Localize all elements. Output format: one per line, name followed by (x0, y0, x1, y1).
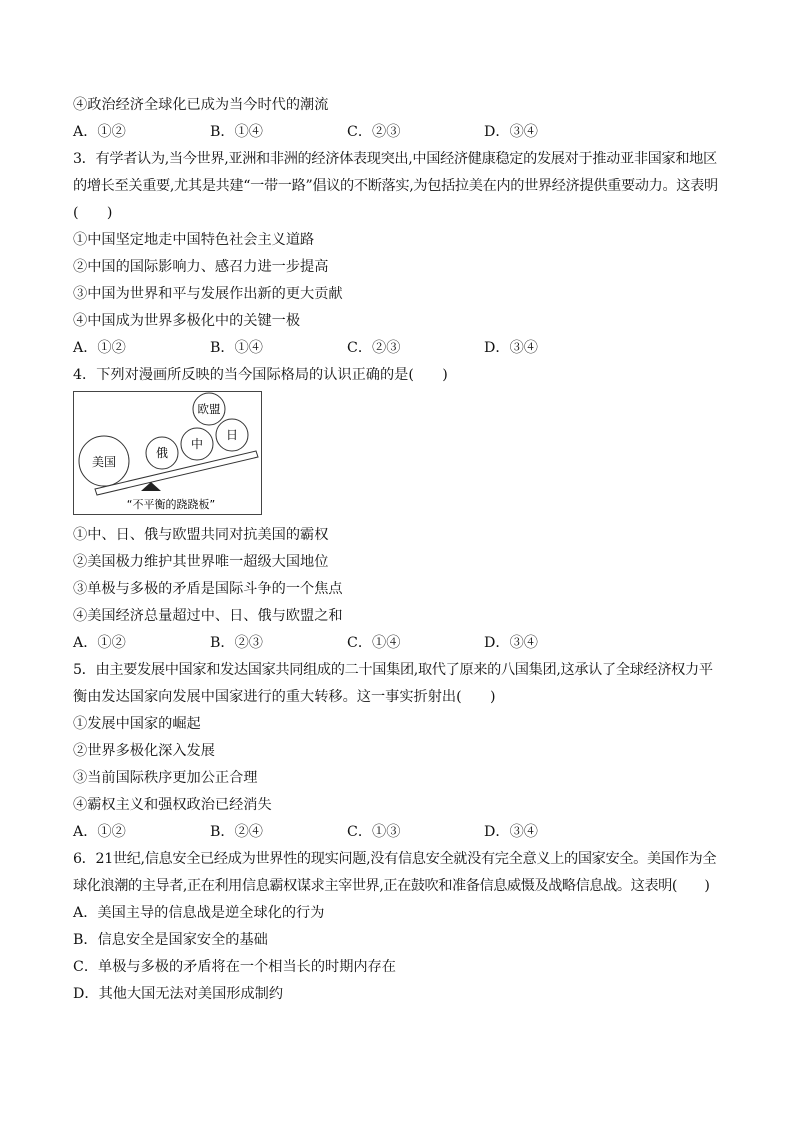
q4-option-b[interactable]: B．②③ (210, 635, 263, 651)
japan-label: 日 (225, 428, 239, 442)
q5-option-a[interactable]: A．①② (73, 824, 126, 840)
q3-statement-3: ③中国为世界和平与发展作出新的更大贡献 (73, 286, 343, 302)
q3-statement-1: ①中国坚定地走中国特色社会主义道路 (73, 232, 315, 248)
q6-choice-d[interactable]: D．其他大国无法对美国形成制约 (73, 986, 284, 1002)
q4-option-a[interactable]: A．①② (73, 635, 126, 651)
q4-statement-4: ④美国经济总量超过中、日、俄与欧盟之和 (73, 608, 343, 624)
q2-options (73, 119, 723, 146)
q5-stem-line-2: 衡由发达国家向发展中国家进行的重大转移。这一事实折射出( ) (73, 689, 496, 705)
q6-stem-line-2: 球化浪潮的主导者,正在利用信息霸权谋求主宰世界,正在鼓吹和准备信息威慑及战略信息战。这表明( ) (73, 878, 710, 894)
q3-answer-blank: ( ) (73, 205, 113, 221)
cartoon-caption: “不平衡的跷跷板” (126, 498, 216, 511)
q3-option-c[interactable]: C．②③ (347, 340, 401, 356)
q6-choice-c[interactable]: C．单极与多极的矛盾将在一个相当长的时期内存在 (73, 959, 396, 975)
q2-statement-4: ④政治经济全球化已成为当今时代的潮流 (73, 97, 329, 113)
q4-statement-1: ①中、日、俄与欧盟共同对抗美国的霸权 (73, 527, 329, 543)
q2-option-d[interactable]: D．③④ (484, 124, 538, 140)
seesaw-cartoon-image (73, 391, 263, 515)
q4-statement-3: ③单极与多极的矛盾是国际斗争的一个焦点 (73, 581, 343, 597)
q2-option-a[interactable]: A．①② (73, 124, 126, 140)
q6-choice-b[interactable]: B．信息安全是国家安全的基础 (73, 932, 268, 948)
usa-label: 美国 (91, 455, 117, 469)
q3-stem-line-2: 的增长至关重要,尤其是共建“一带一路”倡议的不断落实,为包括拉美在内的世界经济提供重要动力。这表明 (73, 178, 718, 194)
q6-choice-a[interactable]: A．美国主导的信息战是逆全球化的行为 (73, 905, 325, 921)
q3-option-a[interactable]: A．①② (73, 340, 126, 356)
q5-option-b[interactable]: B．②④ (210, 824, 263, 840)
q4-options (73, 630, 723, 657)
russia-label: 俄 (155, 446, 169, 460)
q3-option-b[interactable]: B．①④ (210, 340, 263, 356)
q5-stem-line-1: 5．由主要发展中国家和发达国家共同组成的二十国集团,取代了原来的八国集团,这承认了全球经济权力平 (73, 662, 713, 678)
q5-statement-1: ①发展中国家的崛起 (73, 716, 201, 732)
q3-option-d[interactable]: D．③④ (484, 340, 538, 356)
q4-statement-2: ②美国极力维护其世界唯一超级大国地位 (73, 554, 329, 570)
q3-statement-4: ④中国成为世界多极化中的关键一极 (73, 313, 301, 329)
eu-label: 欧盟 (197, 402, 221, 416)
q3-options (73, 335, 723, 362)
q5-option-d[interactable]: D．③④ (484, 824, 538, 840)
q5-statement-4: ④霸权主义和强权政治已经消失 (73, 797, 272, 813)
q2-option-c[interactable]: C．②③ (347, 124, 401, 140)
q4-stem: 4．下列对漫画所反映的当今国际格局的认识正确的是( ) (73, 367, 448, 383)
q5-options (73, 819, 723, 846)
q3-statement-2: ②中国的国际影响力、感召力进一步提高 (73, 259, 329, 275)
q3-stem-line-1: 3．有学者认为,当今世界,亚洲和非洲的经济体表现突出,中国经济健康稳定的发展对于推动亚非国家和地区 (73, 151, 717, 167)
q4-option-d[interactable]: D．③④ (484, 635, 538, 651)
q2-option-b[interactable]: B．①④ (210, 124, 263, 140)
q5-statement-3: ③当前国际秩序更加公正合理 (73, 770, 258, 786)
q5-option-c[interactable]: C．①③ (347, 824, 401, 840)
china-label: 中 (190, 437, 204, 451)
q4-option-c[interactable]: C．①④ (347, 635, 401, 651)
q5-statement-2: ②世界多极化深入发展 (73, 743, 215, 759)
q4-cartoon (73, 391, 723, 519)
exam-page (73, 92, 723, 1008)
q6-stem-line-1: 6．21世纪,信息安全已经成为世界性的现实问题,没有信息安全就没有完全意义上的国家安全。美国作为全 (73, 851, 717, 867)
